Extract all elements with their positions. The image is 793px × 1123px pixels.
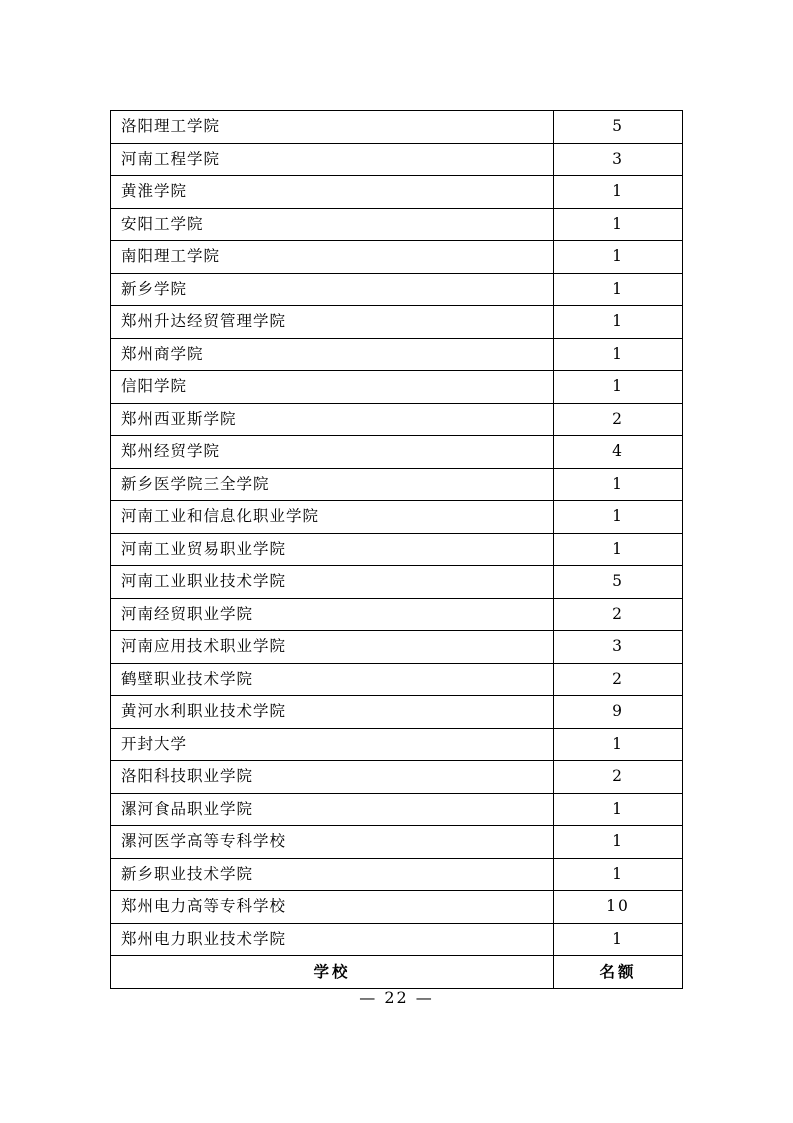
table-row <box>111 241 683 274</box>
school-name-cell: 郑州升达经贸管理学院 <box>111 306 554 339</box>
school-name-cell: 洛阳理工学院 <box>111 111 554 144</box>
table-row <box>111 728 683 761</box>
quota-cell: 1 <box>554 533 683 566</box>
table-row <box>111 403 683 436</box>
quota-cell: 1 <box>554 728 683 761</box>
page-number: — 22 — <box>359 988 434 1007</box>
table-row <box>111 793 683 826</box>
quota-cell: 1 <box>554 858 683 891</box>
school-name-cell: 南阳理工学院 <box>111 241 554 274</box>
school-name-cell: 河南工业职业技术学院 <box>111 566 554 599</box>
quota-cell: 1 <box>554 371 683 404</box>
table-row <box>111 176 683 209</box>
table-row <box>111 468 683 501</box>
school-name-cell: 新乡医学院三全学院 <box>111 468 554 501</box>
table-row <box>111 338 683 371</box>
school-name-cell: 新乡学院 <box>111 273 554 306</box>
table-row <box>111 891 683 924</box>
school-name-cell: 黄淮学院 <box>111 176 554 209</box>
table-row <box>111 858 683 891</box>
quota-cell: 1 <box>554 468 683 501</box>
school-name-cell: 漯河医学高等专科学校 <box>111 826 554 859</box>
school-name-cell: 安阳工学院 <box>111 208 554 241</box>
quota-cell: 2 <box>554 598 683 631</box>
quota-cell: 1 <box>554 338 683 371</box>
quota-cell: 1 <box>554 923 683 956</box>
school-name-cell: 信阳学院 <box>111 371 554 404</box>
school-name-cell: 郑州电力高等专科学校 <box>111 891 554 924</box>
quota-cell: 2 <box>554 403 683 436</box>
quota-cell: 1 <box>554 241 683 274</box>
quota-cell: 5 <box>554 566 683 599</box>
table-row <box>111 143 683 176</box>
table-row <box>111 761 683 794</box>
table-row <box>111 306 683 339</box>
table-row <box>111 631 683 664</box>
school-name-cell: 黄河水利职业技术学院 <box>111 696 554 729</box>
quota-cell: 1 <box>554 176 683 209</box>
quota-cell: 9 <box>554 696 683 729</box>
school-name-cell: 新乡职业技术学院 <box>111 858 554 891</box>
table-row <box>111 598 683 631</box>
school-name-cell: 郑州经贸学院 <box>111 436 554 469</box>
quota-cell: 1 <box>554 273 683 306</box>
footer-school-header: 学校 <box>111 956 554 989</box>
table-row <box>111 371 683 404</box>
quota-cell: 1 <box>554 306 683 339</box>
quota-cell: 1 <box>554 826 683 859</box>
quota-cell: 2 <box>554 761 683 794</box>
school-name-cell: 河南经贸职业学院 <box>111 598 554 631</box>
school-quota-table <box>110 110 683 989</box>
quota-cell: 3 <box>554 631 683 664</box>
quota-cell: 1 <box>554 501 683 534</box>
school-name-cell: 河南工业贸易职业学院 <box>111 533 554 566</box>
table-row <box>111 111 683 144</box>
school-name-cell: 鹤壁职业技术学院 <box>111 663 554 696</box>
table-row <box>111 566 683 599</box>
table-row <box>111 436 683 469</box>
table-row <box>111 663 683 696</box>
table-row <box>111 696 683 729</box>
school-name-cell: 郑州西亚斯学院 <box>111 403 554 436</box>
quota-cell: 5 <box>554 111 683 144</box>
table-row <box>111 826 683 859</box>
school-name-cell: 漯河食品职业学院 <box>111 793 554 826</box>
table-footer-row <box>111 956 683 989</box>
quota-cell: 4 <box>554 436 683 469</box>
quota-cell: 1 <box>554 793 683 826</box>
school-name-cell: 开封大学 <box>111 728 554 761</box>
quota-cell: 3 <box>554 143 683 176</box>
table-body <box>111 111 683 989</box>
footer-quota-header: 名额 <box>554 956 683 989</box>
table-row <box>111 533 683 566</box>
school-name-cell: 洛阳科技职业学院 <box>111 761 554 794</box>
school-name-cell: 郑州电力职业技术学院 <box>111 923 554 956</box>
school-name-cell: 河南应用技术职业学院 <box>111 631 554 664</box>
quota-cell: 10 <box>554 891 683 924</box>
table-row <box>111 208 683 241</box>
table-row <box>111 501 683 534</box>
school-name-cell: 河南工程学院 <box>111 143 554 176</box>
table-row <box>111 273 683 306</box>
table-row <box>111 923 683 956</box>
school-name-cell: 郑州商学院 <box>111 338 554 371</box>
quota-cell: 2 <box>554 663 683 696</box>
school-name-cell: 河南工业和信息化职业学院 <box>111 501 554 534</box>
quota-cell: 1 <box>554 208 683 241</box>
